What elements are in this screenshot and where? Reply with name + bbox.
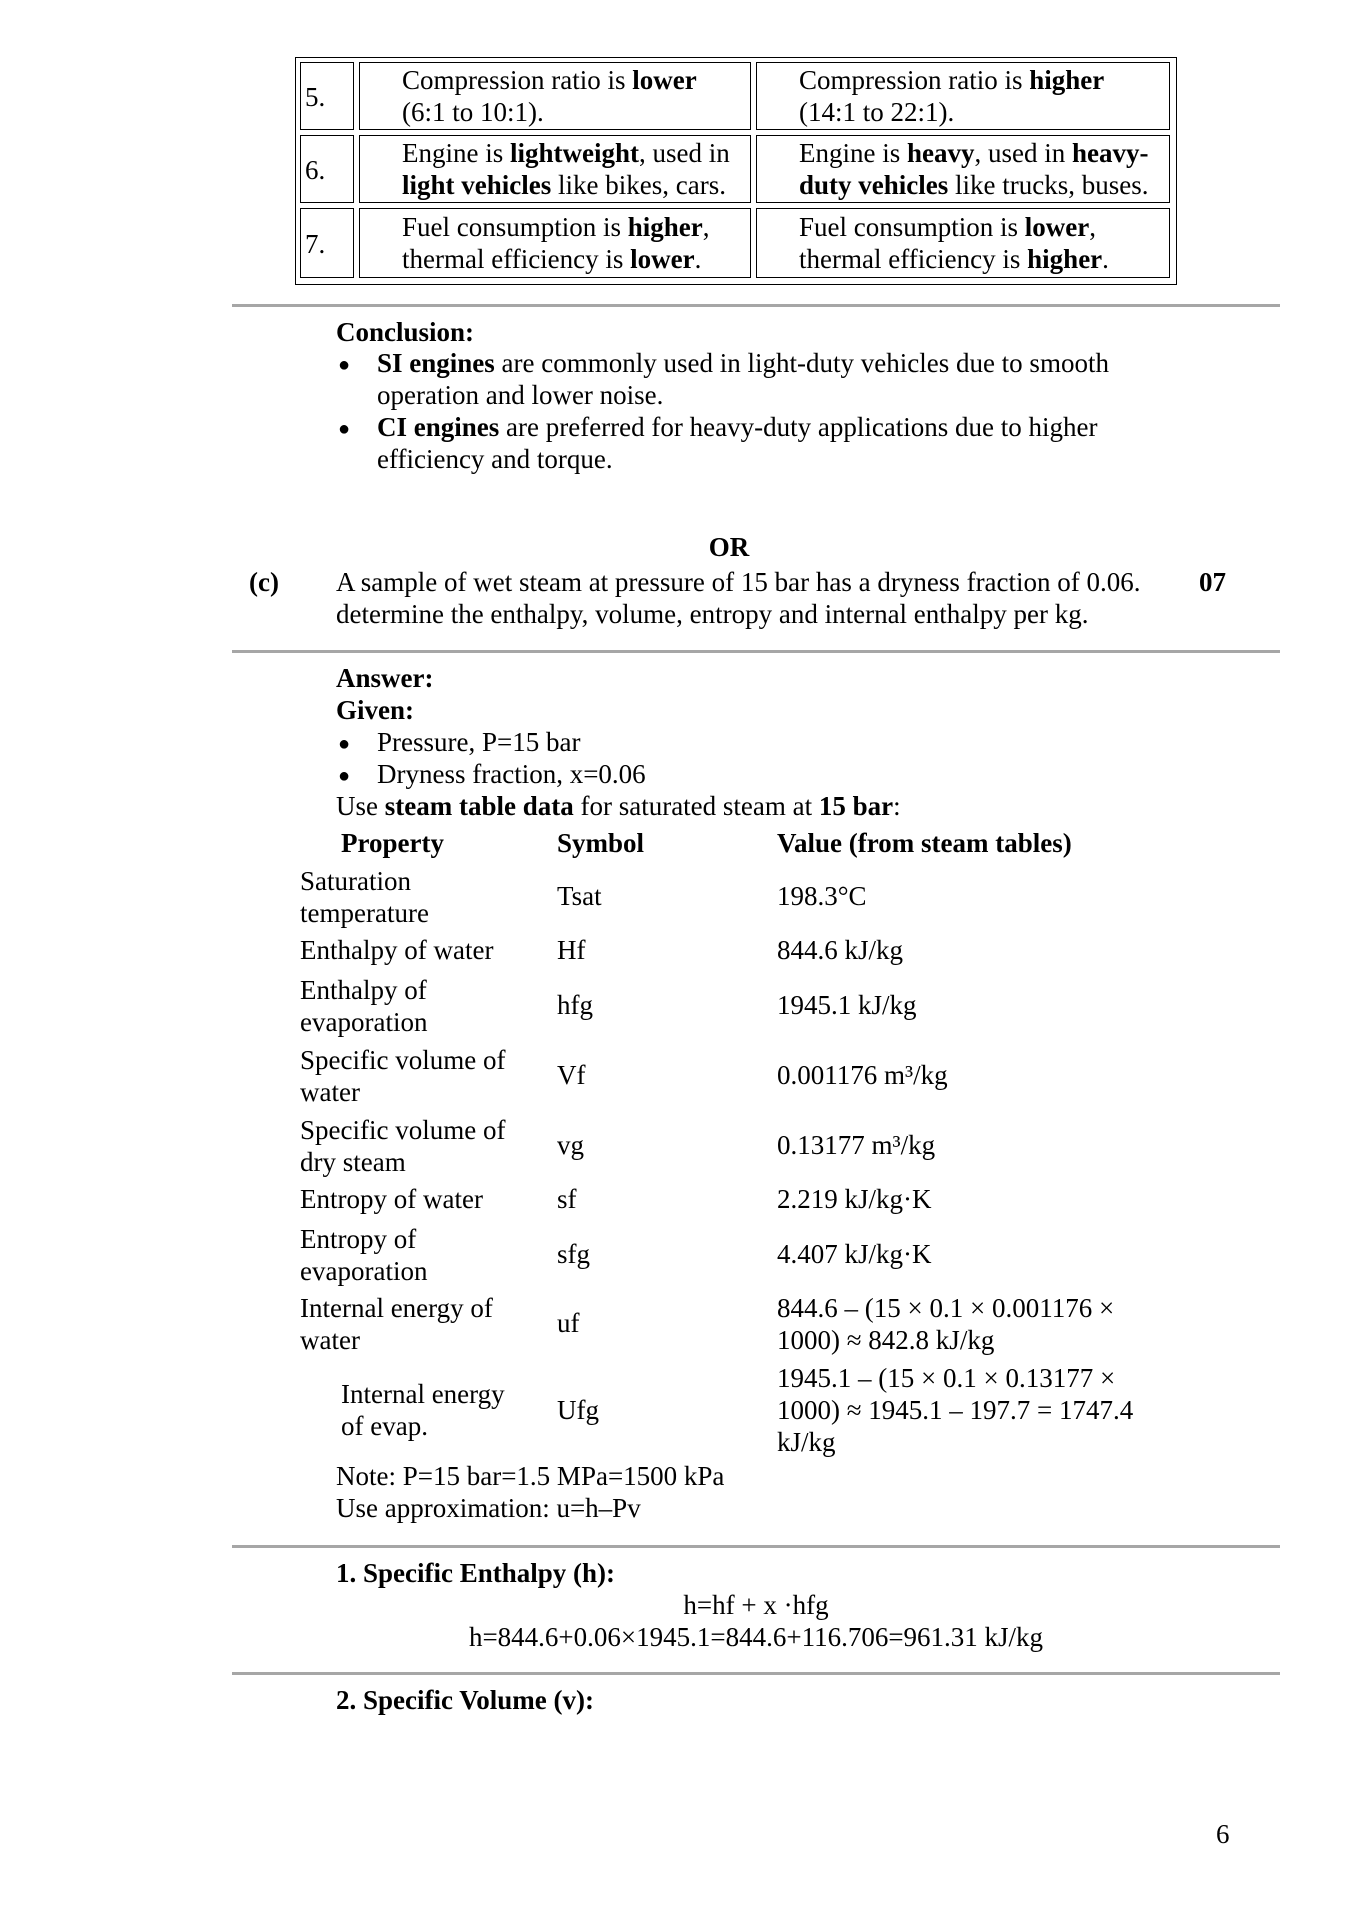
divider <box>232 1545 1280 1548</box>
property-cell <box>300 1292 493 1356</box>
question-text <box>336 566 1141 630</box>
value-cell <box>777 1362 1133 1458</box>
table-cell-ci <box>756 62 1170 130</box>
bullet-bold-term: CI engines <box>377 412 500 442</box>
value-cell: 2.219 kJ/kg·K <box>777 1184 932 1214</box>
table-row-number <box>300 208 354 278</box>
row-6-ci-text <box>799 137 1149 201</box>
value-cell: 844.6 kJ/kg <box>777 935 904 965</box>
cell-bold-text: higher <box>627 212 703 242</box>
answer-heading: Answer: <box>336 663 434 693</box>
cell-text: Fuel consumption is <box>799 212 1025 242</box>
property-line: of evap. <box>341 1411 428 1441</box>
value-cell <box>777 1292 1114 1356</box>
header-value: Value (from steam tables) <box>777 828 1072 858</box>
value-line: 1000) ≈ 1945.1 – 197.7 = 1747.4 <box>777 1395 1134 1425</box>
question-line-1: A sample of wet steam at pressure of 15 bar has a dryness fraction of 0.06. <box>336 567 1141 597</box>
value-cell: 0.001176 m³/kg <box>777 1060 948 1090</box>
cell-text: , <box>702 212 710 242</box>
bullet-icon: ● <box>338 765 351 787</box>
bullet-text-cont: efficiency and torque. <box>377 444 613 474</box>
cell-text: , used in <box>974 138 1072 168</box>
value-line: 1000) ≈ 842.8 kJ/kg <box>777 1325 995 1355</box>
bullet-text: are preferred for heavy-duty applications due to higher <box>499 412 1098 442</box>
question-label: (c) <box>249 567 279 597</box>
cell-text: , used in <box>639 138 730 168</box>
table-row-number <box>300 62 354 130</box>
row-5-si-text <box>402 64 697 128</box>
property-line: Internal energy <box>341 1379 505 1409</box>
property-line: Enthalpy of <box>300 975 427 1005</box>
bullet-text: are commonly used in light-duty vehicles due to smooth <box>494 348 1109 378</box>
cell-text: , <box>1089 212 1096 242</box>
symbol-cell: sfg <box>557 1239 590 1269</box>
section-2-heading: 2. Specific Volume (v): <box>336 1685 594 1715</box>
property-cell <box>300 1223 427 1287</box>
property-cell <box>300 974 427 1038</box>
cell-text: Compression ratio is <box>799 65 1030 95</box>
header-property: Property <box>341 828 444 858</box>
note-text <box>336 1460 724 1524</box>
symbol-cell: vg <box>557 1130 584 1160</box>
table-row-number <box>300 135 354 203</box>
cell-bold-text: duty vehicles <box>799 170 949 200</box>
symbol-cell: Tsat <box>557 881 602 911</box>
or-separator: OR <box>708 532 750 562</box>
divider <box>232 650 1280 653</box>
property-line: water <box>300 1325 360 1355</box>
property-line: Specific volume of <box>300 1115 506 1145</box>
bullet-icon: ● <box>338 418 351 440</box>
cell-bold-text: lower <box>1024 212 1090 242</box>
property-cell: Entropy of water <box>300 1184 483 1214</box>
cell-bold-text: lightweight <box>510 138 640 168</box>
intro-bold: 15 bar <box>818 791 894 821</box>
value-line: 1945.1 – (15 × 0.1 × 0.13177 × <box>777 1363 1116 1393</box>
property-line: Entropy of <box>300 1224 417 1254</box>
divider <box>232 1672 1280 1675</box>
note-line: Note: P=15 bar=1.5 MPa=1500 kPa <box>336 1461 725 1491</box>
cell-text: thermal efficiency is <box>799 244 1028 274</box>
page-number: 6 <box>1216 1819 1230 1849</box>
question-marks: 07 <box>1199 567 1226 597</box>
intro-text: Use <box>336 791 385 821</box>
question-line-2: determine the enthalpy, volume, entropy and internal enthalpy per kg. <box>336 599 1089 629</box>
property-line: dry steam <box>300 1147 406 1177</box>
cell-text: (14:1 to 22:1). <box>799 97 955 127</box>
section-1-heading: 1. Specific Enthalpy (h): <box>336 1558 616 1588</box>
cell-text: Compression ratio is <box>402 65 633 95</box>
intro-text: for saturated steam at <box>573 791 819 821</box>
steam-table-intro <box>336 790 901 822</box>
cell-bold-text: lower <box>630 244 695 274</box>
property-line: temperature <box>300 898 429 928</box>
row-number: 7. <box>305 229 326 259</box>
property-line: evaporation <box>300 1256 428 1286</box>
cell-bold-text: higher <box>1029 65 1105 95</box>
conclusion-bullet-ci <box>377 411 1098 475</box>
value-cell: 0.13177 m³/kg <box>777 1130 936 1160</box>
symbol-cell: Ufg <box>557 1395 599 1425</box>
bullet-bold-term: SI engines <box>377 348 495 378</box>
intro-text: : <box>893 791 901 821</box>
value-cell: 4.407 kJ/kg·K <box>777 1239 932 1269</box>
row-number: 6. <box>305 155 326 185</box>
cell-bold-text: heavy- <box>1072 138 1149 168</box>
divider <box>232 304 1280 307</box>
cell-text: (6:1 to 10:1). <box>402 97 544 127</box>
property-line: Saturation <box>300 866 411 896</box>
table-cell-ci <box>756 208 1170 278</box>
symbol-cell: Vf <box>557 1060 586 1090</box>
row-6-si-text <box>402 137 730 201</box>
row-7-si-text <box>402 211 710 275</box>
cell-bold-text: higher <box>1027 244 1103 274</box>
table-cell-si <box>359 62 751 130</box>
table-cell-si <box>359 208 751 278</box>
cell-bold-text: lower <box>632 65 697 95</box>
cell-text: Engine is <box>799 138 907 168</box>
cell-text: . <box>1102 244 1109 274</box>
bullet-text-cont: operation and lower noise. <box>377 380 664 410</box>
conclusion-bullet-si <box>377 347 1109 411</box>
cell-text: like trucks, buses. <box>948 170 1149 200</box>
bullet-icon: ● <box>338 354 351 376</box>
row-number: 5. <box>305 82 326 112</box>
enthalpy-formula: h=hf + x ·hfg <box>683 1590 829 1620</box>
cell-text: . <box>694 244 702 274</box>
property-line: Specific volume of <box>300 1045 506 1075</box>
table-cell-si <box>359 135 751 203</box>
conclusion-heading: Conclusion: <box>336 317 475 347</box>
value-line: 844.6 – (15 × 0.1 × 0.001176 × <box>777 1293 1115 1323</box>
cell-text: like bikes, cars. <box>551 170 726 200</box>
cell-bold-text: heavy <box>907 138 975 168</box>
table-cell-ci <box>756 135 1170 203</box>
given-heading: Given: <box>336 695 414 725</box>
bullet-icon: ● <box>338 733 351 755</box>
cell-text: Fuel consumption is <box>402 212 628 242</box>
value-line: kJ/kg <box>777 1427 836 1457</box>
header-symbol: Symbol <box>557 828 645 858</box>
property-line: water <box>300 1077 360 1107</box>
value-cell: 198.3°C <box>777 881 867 911</box>
property-cell <box>300 1044 505 1108</box>
symbol-cell: Hf <box>557 935 586 965</box>
property-line: evaporation <box>300 1007 428 1037</box>
comparison-table <box>295 57 1177 285</box>
symbol-cell: uf <box>557 1308 580 1338</box>
row-5-ci-text <box>799 64 1104 128</box>
given-pressure: Pressure, P=15 bar <box>377 727 581 757</box>
property-cell: Enthalpy of water <box>300 935 494 965</box>
cell-text: Engine is <box>402 138 510 168</box>
property-cell <box>300 1114 505 1178</box>
property-cell <box>341 1378 505 1442</box>
enthalpy-calculation: h=844.6+0.06×1945.1=844.6+116.706=961.31 kJ/kg <box>468 1622 1044 1652</box>
cell-bold-text: light vehicles <box>402 170 552 200</box>
row-7-ci-text <box>799 211 1109 275</box>
symbol-cell: sf <box>557 1184 577 1214</box>
given-dryness: Dryness fraction, x=0.06 <box>377 759 646 789</box>
value-cell: 1945.1 kJ/kg <box>777 990 917 1020</box>
cell-text: thermal efficiency is <box>402 244 631 274</box>
property-cell <box>300 865 429 929</box>
note-line: Use approximation: u=h–Pv <box>336 1493 641 1523</box>
property-line: Internal energy of <box>300 1293 493 1323</box>
symbol-cell: hfg <box>557 990 593 1020</box>
intro-bold: steam table data <box>384 791 574 821</box>
